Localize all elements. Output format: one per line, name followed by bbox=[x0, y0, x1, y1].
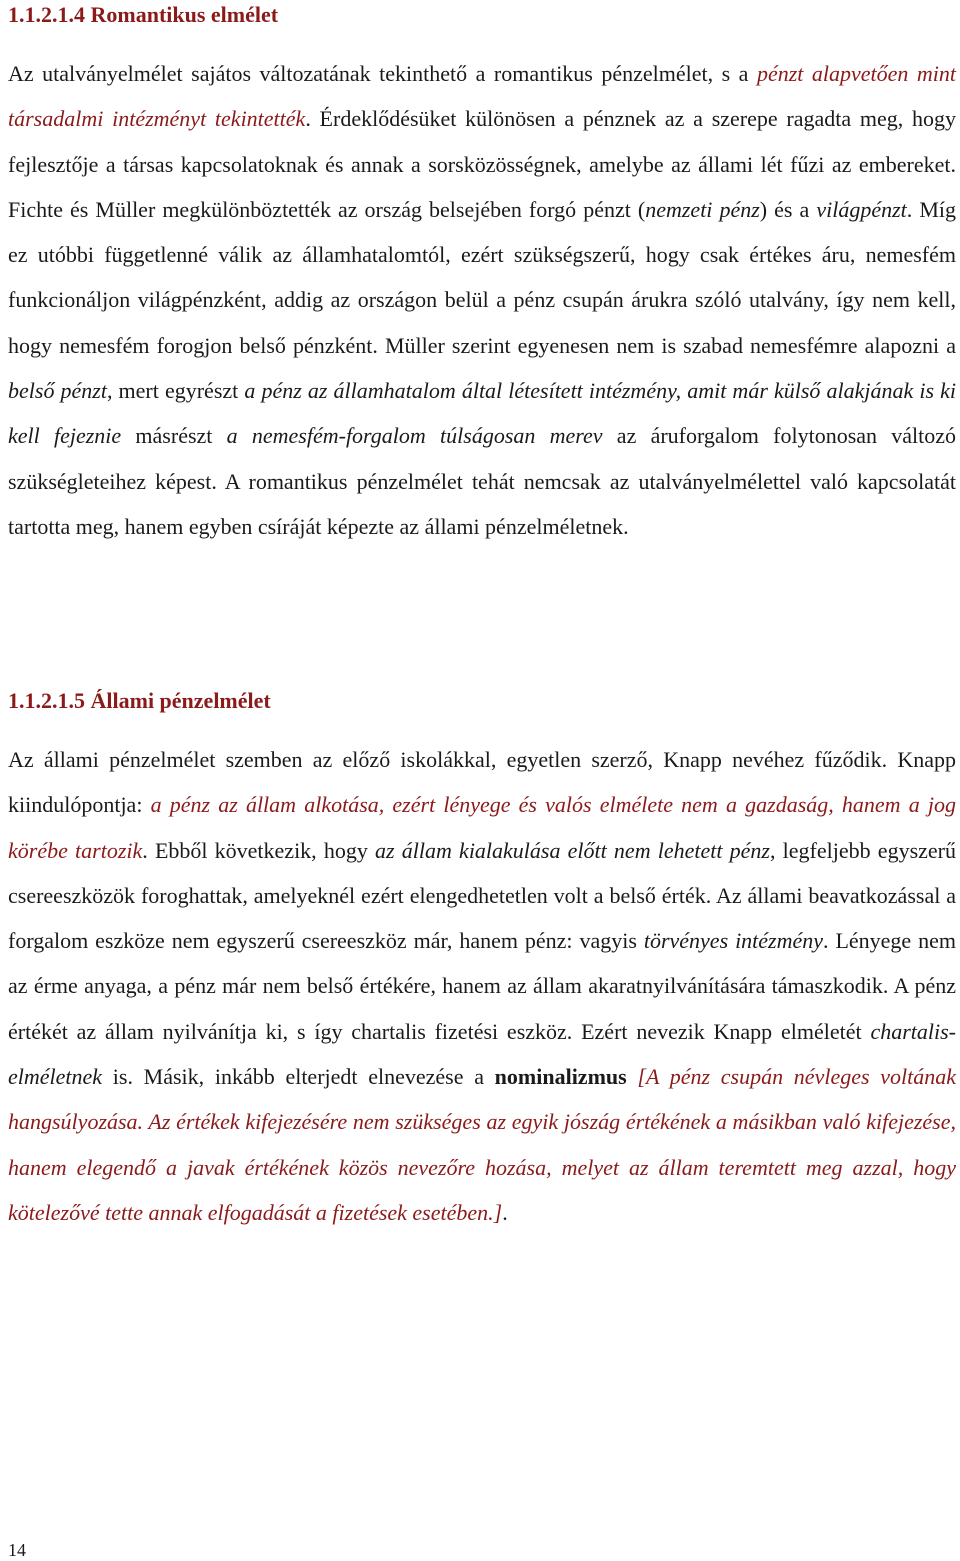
text-run: Az állami pénzelmélet szemben az előző iskolákkal, egyetlen szerző, Knapp nevéhez fűződik. Knapp kiindulópontja: bbox=[8, 747, 956, 818]
text-run: . Érdeklődésüket különösen a pénznek az a szerepe ragadta meg, hogy fejlesztője a társas kapcsolatoknak és annak a sorsközösségnek, amelybe az állami lét fűzi az embereket. Fichte és Müller megkülönböztették az ország belsejében forgó pénzt ( bbox=[8, 106, 956, 222]
section-heading: 1.1.2.1.4 Romantikus elmélet bbox=[8, 2, 279, 27]
text-run: az állam kialakulása előtt nem lehetett pénz bbox=[375, 837, 770, 863]
text-run: chartalis-elméletnek bbox=[8, 1018, 956, 1090]
text-run: is. Másik, inkább elterjedt elnevezése a bbox=[102, 1064, 495, 1090]
text-run: ) és a bbox=[759, 196, 817, 222]
text-run: [A pénz csupán névleges voltának hangsúlyozása. Az értékek kifejezésére nem szükséges az egyik jószág értékének a másikban való kifejezése, hanem elegendő a javak értékének közös nevezőre hozása, melyet az állam teremtett meg azzal, hogy kötelezővé tette annak elfogadását a fizetések esetében.] bbox=[8, 1064, 956, 1225]
text-run: másrészt bbox=[121, 423, 227, 449]
text-run: a pénz az állam alkotása, ezért lényege és valós elmélete nem a gazdaság, hanem a jog körébe tartozik bbox=[8, 792, 956, 863]
text-run: törvényes intézmény bbox=[643, 928, 824, 954]
text-run: , legfeljebb egyszerű csereeszközök foroghattak, amelyeknél ezért elengedhetetlen volt a belső érték. Az állami beavatkozással a forgalom eszköze nem egyszerű csereeszköz már, hanem pénz: vagyis bbox=[8, 837, 956, 954]
text-run: világpénzt bbox=[816, 196, 907, 222]
text-run: az áruforgalom folytonosan változó szükségleteihez képest. A romantikus pénzelmélet tehát nemcsak az utalványelmélettel való kapcsolatát tartotta meg, hanem egyben csíráját képezte az állami pénzelméletnek. bbox=[8, 423, 957, 539]
text-run: nominalizmus bbox=[494, 1064, 627, 1090]
text-run: . bbox=[502, 1199, 508, 1225]
text-run bbox=[627, 1064, 638, 1089]
page-number: 14 bbox=[8, 1540, 26, 1560]
text-run: , mert egyrészt bbox=[106, 378, 245, 404]
text-run: nemzeti pénz bbox=[645, 196, 760, 222]
section-paragraph bbox=[8, 737, 956, 1235]
text-run: . Míg ez utóbbi függetlenné válik az államhatalomtól, ezért szükségszerű, hogy csak értékes áru, nemesfém funkcionáljon világpénzként, addig az országon belül a pénz csupán árukra szóló utalvány, így nem kell, hogy nemesfém forogjon belső pénzként. Müller szerint egyenesen nem is szabad nemesfémre alapozni a bbox=[8, 196, 956, 358]
text-run: . Ebből következik, hogy bbox=[142, 837, 376, 863]
section-paragraph bbox=[8, 51, 956, 549]
text-run: Az utalványelmélet sajátos változatának tekinthető a romantikus pénzelmélet, s a bbox=[8, 61, 757, 86]
text-run: . Lényege nem az érme anyaga, a pénz már nem belső értékére, hanem az állam akaratnyilvánítására támaszkodik. A pénz értékét az állam nyilvánítja ki, s így chartalis fizetési eszköz. Ezért nevezik Knapp elméletét bbox=[8, 928, 956, 1044]
text-run: a pénz az államhatalom által létesített intézmény, amit már külső alakjának is ki kell fejeznie bbox=[8, 378, 956, 449]
text-run: belső pénzt bbox=[8, 378, 107, 404]
section-heading: 1.1.2.1.5 Állami pénzelmélet bbox=[8, 688, 271, 713]
text-run: a nemesfém-forgalom túlságosan merev bbox=[226, 423, 603, 449]
text-run: pénzt alapvetően mint társadalmi intézményt tekintették bbox=[8, 61, 956, 132]
